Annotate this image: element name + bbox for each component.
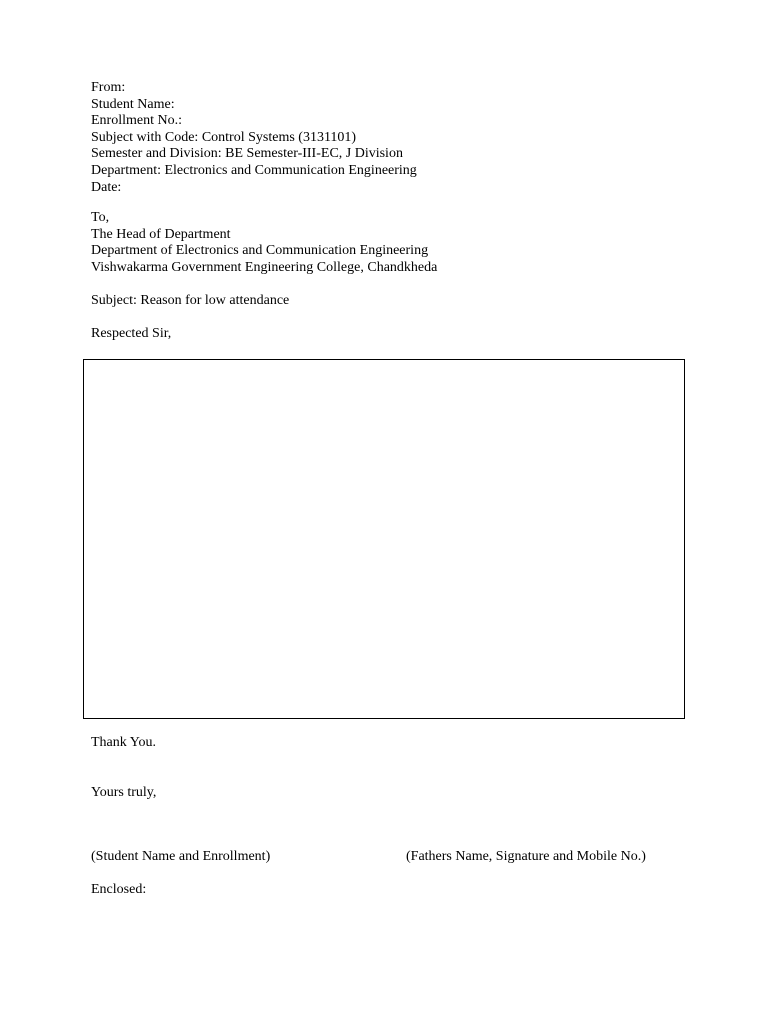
salutation: Respected Sir, (91, 326, 172, 341)
from-block (91, 80, 417, 196)
semester-division-field: Semester and Division: BE Semester-III-EC, J Division (91, 146, 403, 162)
subject-code-field: Subject with Code: Control Systems (3131101) (91, 129, 357, 145)
sign-off: Yours truly, (91, 785, 157, 800)
student-name-field: Student Name: (91, 96, 175, 112)
date-field: Date: (91, 179, 122, 195)
father-signature-label: (Fathers Name, Signature and Mobile No.) (406, 849, 646, 864)
enclosed-label: Enclosed: (91, 882, 147, 897)
enrollment-field: Enrollment No.: (91, 113, 182, 129)
to-block (91, 210, 437, 276)
thanks-line: Thank You. (91, 735, 156, 750)
from-label: From: (91, 80, 126, 95)
letter-body-box[interactable] (83, 359, 685, 719)
subject-line: Subject: Reason for low attendance (91, 293, 290, 308)
recipient-college: Vishwakarma Government Engineering College, Chandkheda (91, 259, 438, 275)
department-field: Department: Electronics and Communication Engineering (91, 162, 417, 178)
to-label: To, (91, 210, 110, 225)
recipient-department: Department of Electronics and Communication Engineering (91, 243, 429, 259)
recipient-title: The Head of Department (91, 226, 231, 242)
student-signature-label: (Student Name and Enrollment) (91, 849, 271, 864)
